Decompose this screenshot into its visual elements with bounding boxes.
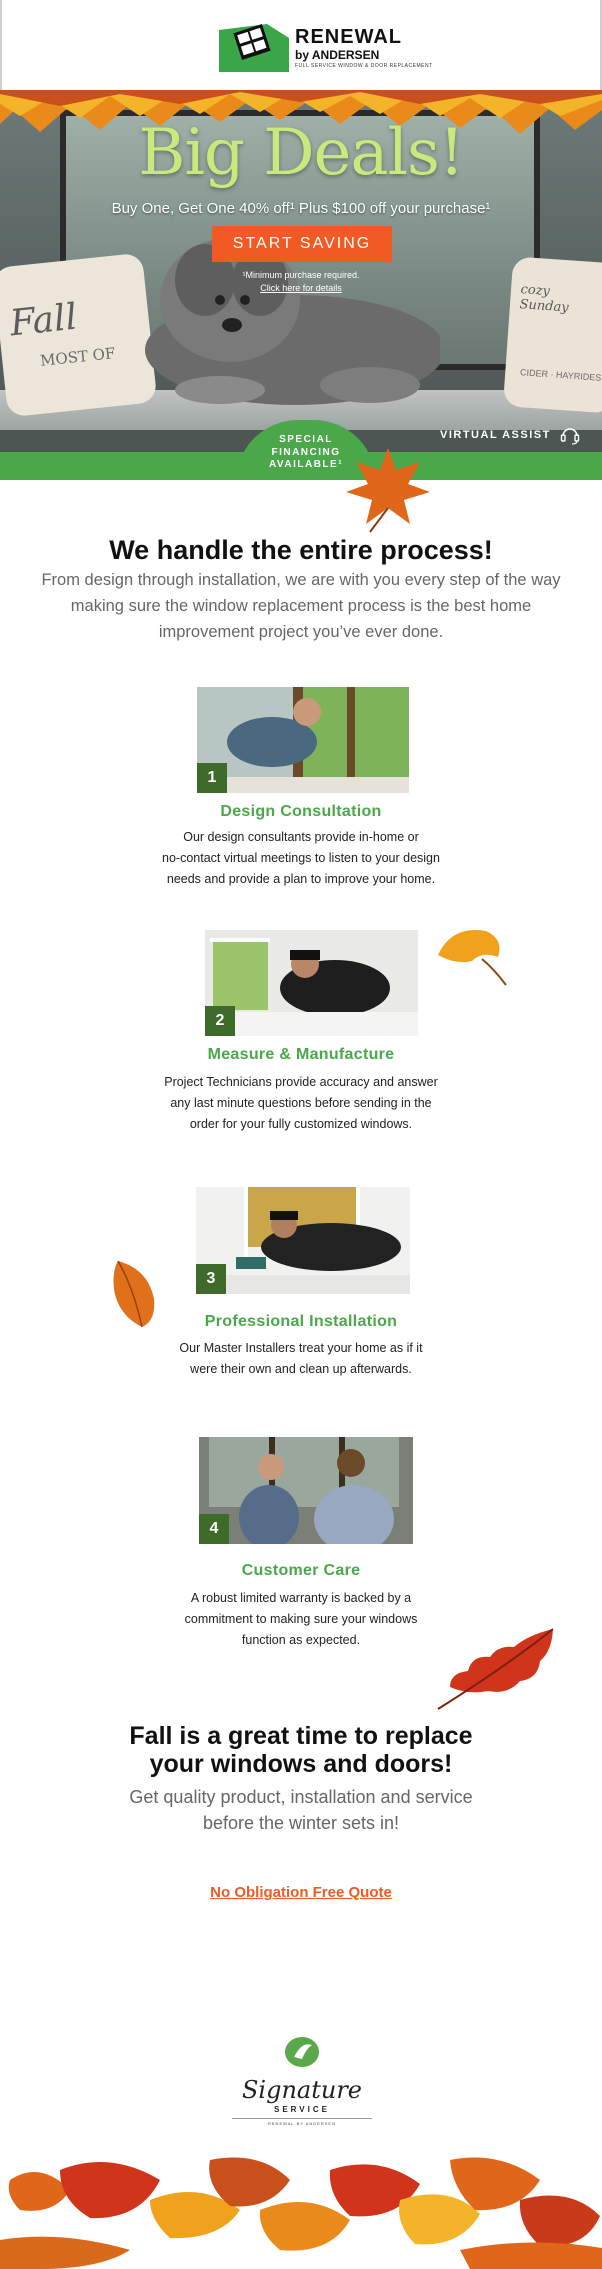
- pillow-right-word: cozy Sunday: [519, 282, 570, 316]
- step-2-line: order for your fully customized windows.: [189, 1117, 413, 1131]
- financing-line-3: AVAILABLE¹: [268, 459, 344, 470]
- step-3-line: were their own and clean up afterwards.: [190, 1362, 412, 1376]
- step-3-title: Professional Installation: [204, 1313, 398, 1330]
- headset-icon: [559, 424, 581, 446]
- start-saving-button[interactable]: START SAVING: [212, 226, 392, 262]
- hero-title: Big Deals!: [138, 116, 464, 190]
- logo-by: by ANDERSEN: [295, 48, 380, 62]
- fall-body-line-1: Get quality product, installation and service: [129, 1787, 473, 1807]
- step-2-title: Measure & Manufacture: [207, 1046, 395, 1063]
- step-1-title: Design Consultation: [220, 803, 382, 820]
- fall-title-line-2: your windows and doors!: [149, 1750, 453, 1778]
- step-4-title: Customer Care: [241, 1562, 361, 1579]
- pillow-right-sub: CIDER · HAYRIDES: [519, 367, 602, 383]
- fall-title: [0, 1722, 602, 1778]
- financing-line-2: FINANCING: [271, 446, 341, 458]
- fall-title-line-1: Fall is a great time to replace: [129, 1722, 473, 1750]
- process-body: From design through installation, we are with you every step of the way making sure the window replacement process is the best home improvement project you’ve ever done.: [41, 571, 561, 641]
- step-3-line: Our Master Installers treat your home as if it: [179, 1341, 423, 1355]
- step-3-number: 3: [196, 1264, 226, 1294]
- step-2-body: [0, 1072, 602, 1135]
- maple-leaf-icon: [340, 440, 435, 535]
- oak-leaf-icon: [428, 1625, 558, 1715]
- process-title: We handle the entire process!: [109, 535, 493, 565]
- step-1-line: Our design consultants provide in-home or: [183, 830, 419, 844]
- hero-fine-print: ¹Minimum purchase required.: [242, 270, 360, 280]
- financing-line-1: SPECIAL: [279, 434, 333, 445]
- signature-service-logo[interactable]: [232, 2035, 372, 2125]
- signature-sub-text: RENEWAL BY ANDERSEN: [232, 2118, 372, 2126]
- logo-tagline: FULL SERVICE WINDOW & DOOR REPLACEMENT: [295, 63, 433, 69]
- step-4-line: function as expected.: [241, 1633, 361, 1647]
- step-1-number: 1: [197, 763, 227, 793]
- step-1-line: needs and provide a plan to improve your home.: [166, 872, 436, 886]
- step-3-body: [0, 1338, 602, 1380]
- step-4-line: A robust limited warranty is backed by a: [190, 1591, 412, 1605]
- virtual-assist-label: VIRTUAL ASSIST: [440, 429, 551, 441]
- header: [0, 0, 602, 90]
- signature-leaf-icon: [282, 2035, 322, 2069]
- pillow-left-word: Fall: [8, 296, 79, 345]
- hero-banner[interactable]: [0, 90, 602, 480]
- hero-subtitle: Buy One, Get One 40% off¹ Plus $100 off your purchase¹: [111, 200, 491, 217]
- bottom-leaf-border: [0, 2140, 602, 2269]
- step-4-line: commitment to making sure your windows: [184, 1612, 418, 1626]
- step-2-number: 2: [205, 1006, 235, 1036]
- step-2-image: [205, 930, 418, 1036]
- fall-body-line-2: before the winter sets in!: [202, 1813, 400, 1833]
- step-3-image: [196, 1187, 410, 1294]
- logo-name: RENEWAL: [295, 26, 402, 48]
- pillow-left-sub: MOST OF: [39, 344, 117, 370]
- signature-service-text: SERVICE: [274, 2105, 330, 2114]
- details-link[interactable]: Click here for details: [260, 283, 342, 293]
- fall-body: [0, 1784, 602, 1836]
- renewal-logo[interactable]: [219, 24, 433, 72]
- signature-script: Signature: [241, 2076, 363, 2104]
- free-quote-link[interactable]: No Obligation Free Quote: [210, 1884, 392, 1901]
- step-1-image: [197, 687, 409, 793]
- logo-window-icon: [219, 24, 289, 72]
- step-1-body: [0, 827, 602, 890]
- step-2-line: any last minute questions before sending in the: [170, 1096, 432, 1110]
- virtual-assist-link[interactable]: [440, 422, 592, 448]
- ginkgo-leaf-icon: [432, 925, 512, 990]
- step-4-number: 4: [199, 1514, 229, 1544]
- step-1-line: no-contact virtual meetings to listen to your design: [162, 851, 440, 865]
- step-4-image: [199, 1437, 413, 1544]
- step-2-line: Project Technicians provide accuracy and answer: [164, 1075, 438, 1089]
